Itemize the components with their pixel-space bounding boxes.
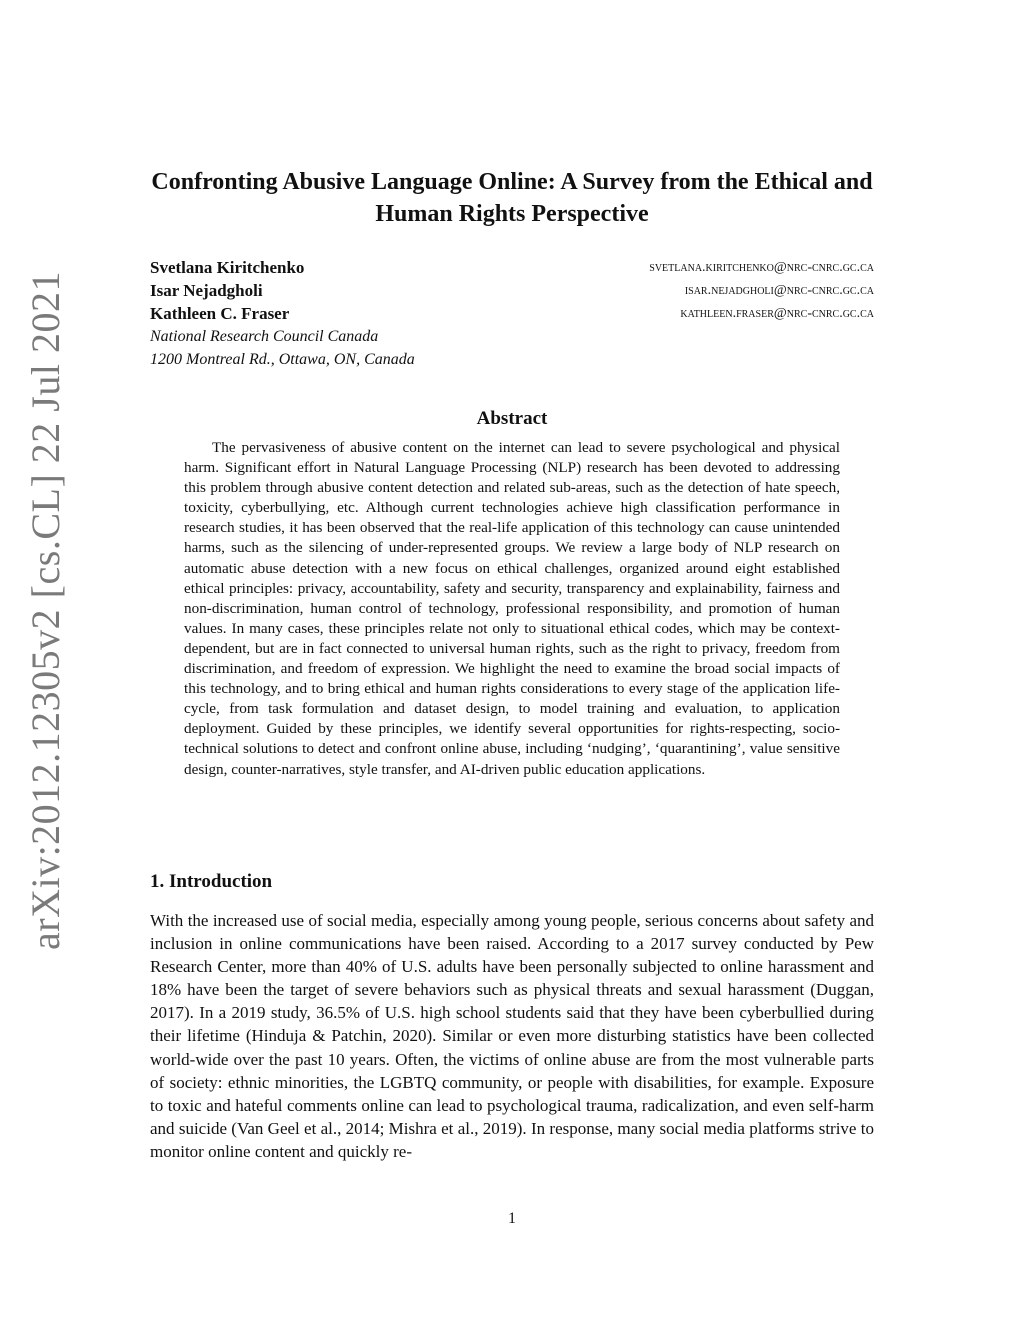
author-block bbox=[150, 256, 874, 371]
introduction-text: With the increased use of social media, especially among young people, serious concerns about safety and inclusion in online communications have been raised. According to a 2017 survey conducted by Pew Research Center, more than 40% of U.S. adults have been personally subjected to online harassment and 18% have been the target of severe behaviors such as physical threats and sexual harassment (Duggan, 2017). In a 2019 study, 36.5% of U.S. high school students said that they have been cyberbullied during their lifetime (Hinduja & Patchin, 2020). Similar or even more disturbing statistics have been collected world-wide over the past 10 years. Often, the victims of online abuse are from the most vulnerable parts of society: ethnic minorities, the LGBTQ community, or people with disabilities, for example. Exposure to toxic and hateful comments online can lead to psychological trauma, radicalization, and even self-harm and suicide (Van Geel et al., 2014; Mishra et al., 2019). In response, many social media platforms strive to monitor online content and quickly re- bbox=[150, 911, 874, 1161]
author-row bbox=[150, 302, 874, 325]
author-name: Isar Nejadgholi bbox=[150, 281, 263, 300]
author-name: Svetlana Kiritchenko bbox=[150, 258, 305, 277]
arxiv-identifier: arXiv:2012.12305v2 [cs.CL] 22 Jul 2021 bbox=[23, 271, 68, 950]
abstract-heading: Abstract bbox=[476, 408, 548, 429]
page-number: 1 bbox=[508, 1210, 516, 1227]
abstract-text: The pervasiveness of abusive content on the internet can lead to severe psychological and physical harm. Significant effort in Natural Language Processing (NLP) research has been devoted to addressing this problem through abusive content detection and related sub-areas, such as the detection of hate speech, toxicity, cyberbullying, etc. Although current technologies achieve high classification performance in research studies, it has been observed that the real-life application of this technology can cause unintended harms, such as the silencing of under-represented groups. We review a large body of NLP research on automatic abuse detection with a new focus on ethical challenges, organized around eight established ethical principles: privacy, accountability, safety and security, transparency and explainability, fairness and non-discrimination, human control of technology, professional responsibility, and promotion of human values. In many cases, these principles relate not only to situational ethical codes, which may be context-dependent, but are in fact connected to universal human rights, such as the right to privacy, freedom from discrimination, and freedom of expression. We highlight the need to examine the broad social impacts of this technology, and to bring ethical and human rights considerations to every stage of the application life-cycle, from task formulation and dataset design, to model training and evaluation, to application deployment. Guided by these principles, we identify several opportunities for rights-respecting, socio-technical solutions to detect and confront online abuse, including ‘nudging’, ‘quarantining’, value sensitive design, counter-narratives, style transfer, and AI-driven public education applications. bbox=[184, 439, 840, 778]
affiliation-org: National Research Council Canada bbox=[150, 328, 379, 345]
section-heading: 1. Introduction bbox=[150, 871, 273, 892]
author-email[interactable]: svetlana.kiritchenko@nrc-cnrc.gc.ca bbox=[649, 260, 874, 275]
author-row bbox=[150, 256, 874, 279]
author-email[interactable]: kathleen.fraser@nrc-cnrc.gc.ca bbox=[680, 306, 874, 321]
author-email[interactable]: isar.nejadgholi@nrc-cnrc.gc.ca bbox=[684, 283, 874, 298]
affiliation-address: 1200 Montreal Rd., Ottawa, ON, Canada bbox=[150, 351, 415, 368]
author-name: Kathleen C. Fraser bbox=[150, 304, 290, 323]
paper-title: Confronting Abusive Language Online: A Survey from the Ethical and Human Rights Perspective bbox=[151, 169, 873, 227]
author-row bbox=[150, 279, 874, 302]
